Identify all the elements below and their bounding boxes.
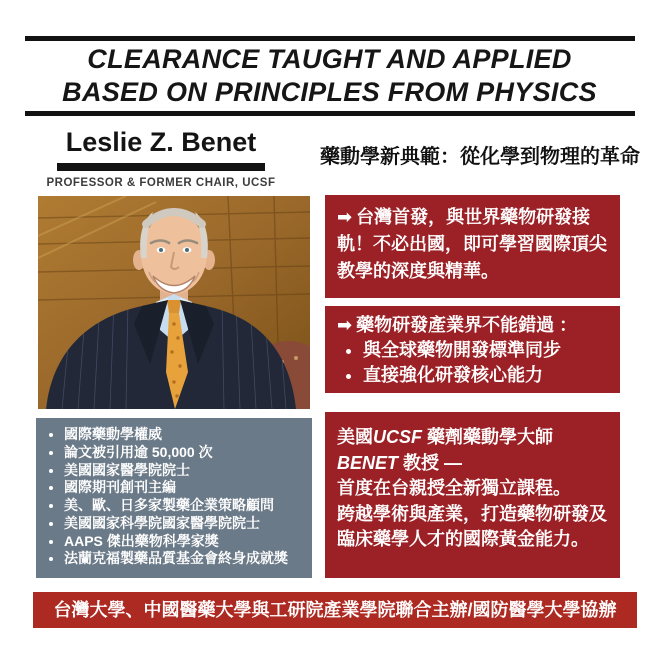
right-arrow-icon: ➡	[337, 315, 353, 335]
promo-box1-text: 台灣首發，與世界藥物研發接軌！不必出國，即可學習國際頂尖教學的深度與精華。	[337, 207, 607, 281]
poster-title-line2: BASED ON PRINCIPLES FROM PHYSICS	[62, 77, 597, 107]
box3-text-post: 教授 —	[398, 452, 463, 473]
name-underline-bar	[57, 163, 265, 171]
speaker-portrait-illustration	[38, 196, 310, 409]
title-bottom-rule	[25, 111, 635, 116]
title-top-rule	[25, 36, 635, 41]
organizers-banner: 台灣大學、中國醫藥大學與工研院產業學院聯合主辦/國防醫學大學協辦	[33, 592, 637, 628]
credentials-box	[36, 418, 312, 578]
credential-item: • 國際期刊創刊主編	[64, 479, 306, 497]
speaker-header	[30, 126, 292, 189]
box3-text-pre: 美國	[337, 427, 373, 447]
promo-box-taiwan-debut	[325, 195, 620, 298]
box3-ucsf-text: UCSF	[373, 427, 422, 447]
promo-box-course-intro	[325, 412, 620, 578]
promo-box-industry	[325, 306, 620, 393]
credential-item: • 美國國家科學院國家醫學院院士	[64, 515, 306, 533]
credential-item: • 國際藥動學權威	[64, 426, 306, 444]
poster-title-line1: CLEARANCE TAUGHT AND APPLIED	[87, 44, 572, 74]
credential-item: • 美、歐、日多家製藥企業策略顧問	[64, 497, 306, 515]
promo-box2-bullet-list	[337, 338, 608, 388]
speaker-name: Leslie Z. Benet	[65, 127, 257, 157]
promo-box2-lead-text: 藥物研發產業界不能錯過 ：	[356, 315, 578, 335]
speaker-photo	[38, 196, 310, 409]
speaker-role: PROFESSOR & FORMER CHAIR, UCSF	[46, 177, 276, 190]
box3-benet-text: BENET	[337, 452, 399, 473]
right-arrow-icon: ➡	[337, 207, 353, 227]
credential-item: • 論文被引用逾 50,000 次	[64, 444, 306, 462]
promo-bullet: • 與全球藥物開發標準同步	[363, 338, 608, 363]
promo-box2-lead	[337, 313, 608, 338]
box3-text-mid: 藥劑藥動學大師	[422, 427, 554, 447]
credential-item: • 美國國家醫學院院士	[64, 462, 306, 480]
promo-box3-line2: 首度在台親授全新獨立課程。	[337, 478, 571, 499]
credentials-list	[44, 426, 306, 568]
promo-box3-line3: 跨越學術與產業，打造藥物研發及臨床藥學人才的國際黃金能力。	[337, 503, 607, 550]
promo-box3-line1	[337, 425, 608, 476]
promo-bullet: • 直接強化研發核心能力	[363, 363, 608, 388]
credential-item: • 法蘭克福製藥品質基金會終身成就獎	[64, 550, 306, 568]
credential-item: • AAPS 傑出藥物科學家獎	[64, 533, 306, 551]
headline-zh: 藥動學新典範：從化學到物理的革命	[320, 146, 640, 168]
